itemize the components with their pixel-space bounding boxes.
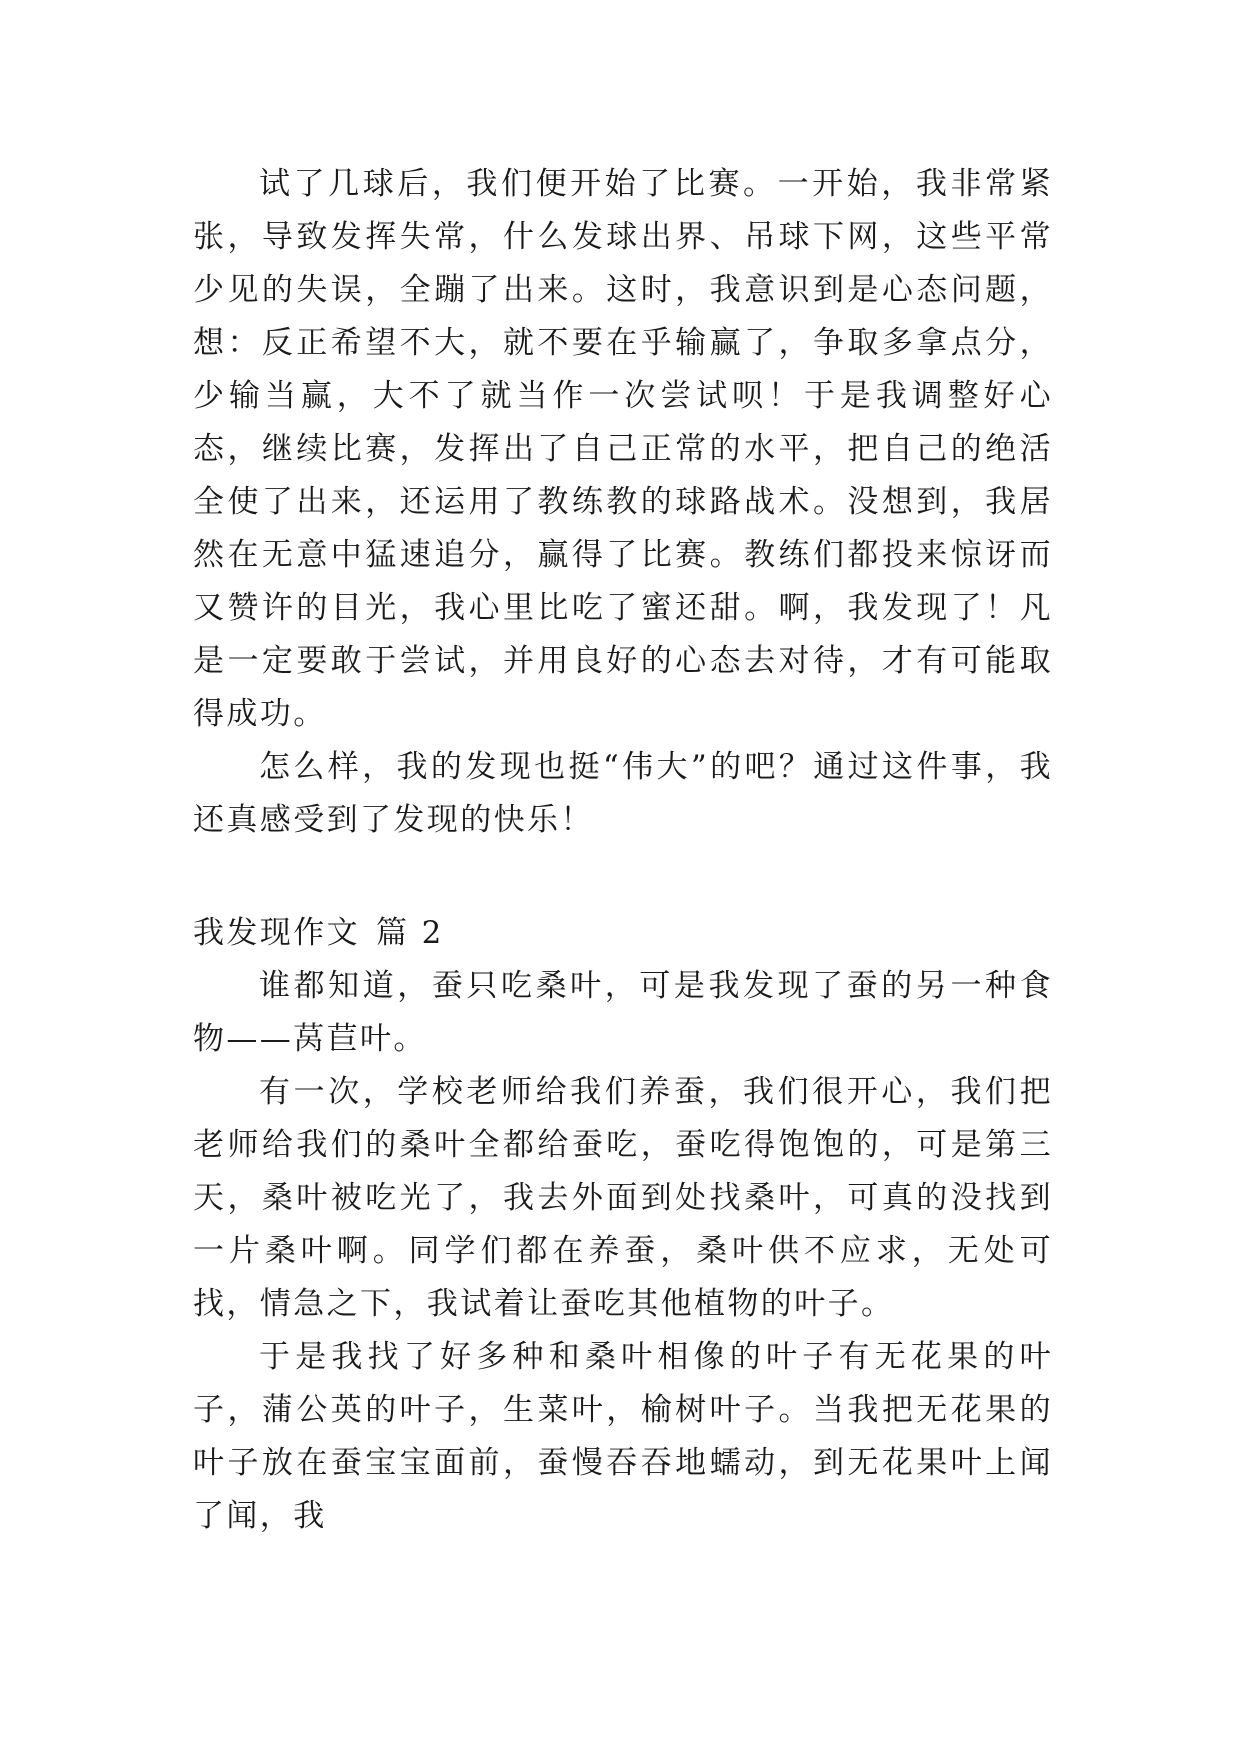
body-paragraph: 试了几球后，我们便开始了比赛。一开始，我非常紧张，导致发挥失常，什么发球出界、吊球下网，这些平常少见的失误，全蹦了出来。这时，我意识到是心态问题，想：反正希望不大，就不要在乎输赢了，争取多拿点分，少输当赢，大不了就当作一次尝试呗！于是我调整好心态，继续比赛，发挥出了自己正常的水平，把自己的绝活全使了出来，还运用了教练教的球路战术。没想到，我居然在无意中猛速追分，赢得了比赛。教练们都投来惊讶而又赞许的目光，我心里比吃了蜜还甜。啊，我发现了！凡是一定要敢于尝试，并用良好的心态去对待，才有可能取得成功。 [193,166,1053,732]
body-paragraph: 于是我找了好多种和桑叶相像的叶子有无花果的叶子，蒲公英的叶子，生菜叶，榆树叶子。当我把无花果的叶子放在蚕宝宝面前，蚕慢吞吞地蠕动，到无花果叶上闻了闻，我 [193,1339,1053,1534]
body-paragraph: 怎么样，我的发现也挺“伟大”的吧？通过这件事，我还真感受到了发现的快乐！ [193,749,1053,838]
section-spacer [193,847,1053,907]
section-heading [193,907,1053,960]
heading-number: 篇 2 [376,915,444,951]
document-page [193,158,1053,1543]
body-paragraph: 有一次，学校老师给我们养蚕，我们很开心，我们把老师给我们的桑叶全都给蚕吃，蚕吃得饱饱的，可是第三天，桑叶被吃光了，我去外面到处找桑叶，可真的没找到一片桑叶啊。同学们都在养蚕，桑叶供不应求，无处可找，情急之下，我试着让蚕吃其他植物的叶子。 [193,1074,1053,1322]
body-paragraph: 谁都知道，蚕只吃桑叶，可是我发现了蚕的另一种食物——莴苣叶。 [193,968,1053,1057]
heading-title: 我发现作文 [193,915,360,951]
